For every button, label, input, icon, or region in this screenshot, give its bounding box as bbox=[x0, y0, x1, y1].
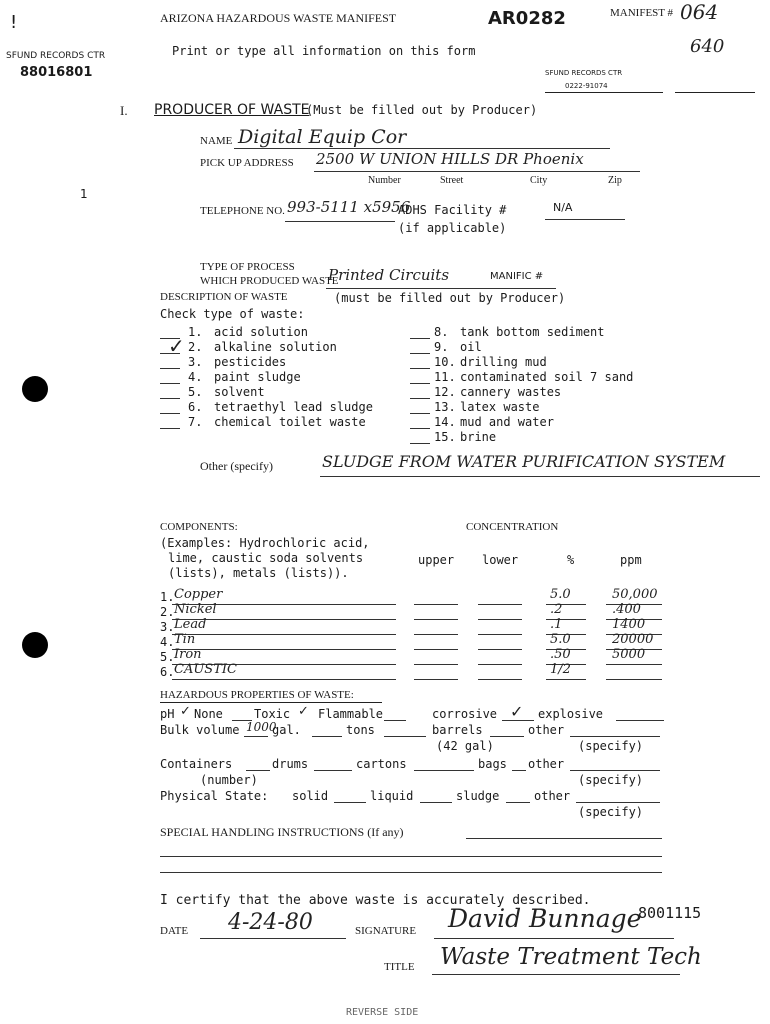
component-lower-blank bbox=[478, 604, 522, 605]
component-upper-blank bbox=[414, 619, 458, 620]
component-number: 1. bbox=[160, 590, 175, 604]
component-ppm: 1400 bbox=[612, 617, 646, 632]
component-lower-blank bbox=[478, 634, 522, 635]
rule bbox=[675, 92, 755, 93]
component-upper-blank bbox=[414, 664, 458, 665]
component-number: 2. bbox=[160, 605, 175, 619]
waste-type-label: oil bbox=[460, 340, 482, 354]
waste-type-checkbox-blank bbox=[160, 413, 180, 414]
components-example-1: (Examples: Hydrochloric acid, bbox=[160, 536, 370, 550]
other-value: SLUDGE FROM WATER PURIFICATION SYSTEM bbox=[322, 452, 726, 471]
address-sub-number: Number bbox=[368, 175, 401, 186]
date-line bbox=[200, 938, 346, 939]
component-percent: .1 bbox=[550, 617, 563, 632]
waste-type-number: 2. bbox=[188, 340, 203, 354]
process-value: Printed Circuits bbox=[328, 266, 450, 284]
specify-label-3: (specify) bbox=[578, 805, 644, 819]
process-label-1: TYPE OF PROCESS bbox=[200, 261, 295, 273]
name-value: Digital Equip Cor bbox=[238, 126, 407, 148]
extra-number: 640 bbox=[690, 36, 725, 57]
sludge-blank bbox=[506, 802, 530, 803]
liquid-label: liquid bbox=[370, 789, 414, 803]
drums-label: drums bbox=[272, 757, 309, 771]
barrels-blank bbox=[490, 736, 524, 737]
col-percent: % bbox=[567, 553, 575, 567]
waste-type-number: 15. bbox=[434, 430, 456, 444]
adhs-label: ADHS Facility # bbox=[398, 203, 507, 217]
hazard-title: HAZARDOUS PROPERTIES OF WASTE: bbox=[160, 689, 354, 701]
waste-type-checkbox-blank bbox=[160, 368, 180, 369]
margin-mark: 1 bbox=[80, 187, 88, 201]
waste-type-checkbox-blank bbox=[410, 413, 430, 414]
alkaline-solution-check-mark: ✓ bbox=[168, 334, 185, 358]
waste-type-number: 1. bbox=[188, 325, 203, 339]
number-label: (number) bbox=[200, 773, 258, 787]
address-sub-street: Street bbox=[440, 175, 464, 186]
waste-type-label: contaminated soil 7 sand bbox=[460, 370, 634, 384]
waste-type-checkbox-blank bbox=[410, 443, 430, 444]
waste-type-checkbox-blank bbox=[410, 398, 430, 399]
waste-type-checkbox-blank bbox=[160, 398, 180, 399]
other-line bbox=[320, 476, 760, 477]
component-lower-blank bbox=[478, 679, 522, 680]
margin-mark: ! bbox=[10, 12, 18, 33]
section-roman: I. bbox=[120, 103, 128, 118]
component-name-line bbox=[172, 649, 396, 650]
component-upper-blank bbox=[414, 679, 458, 680]
rule bbox=[545, 92, 663, 93]
component-number: 4. bbox=[160, 635, 175, 649]
bulk-other-blank bbox=[570, 736, 660, 737]
components-example-2: lime, caustic soda solvents bbox=[168, 551, 364, 565]
component-number: 3. bbox=[160, 620, 175, 634]
address-line bbox=[314, 171, 640, 172]
telephone-value: 993-5111 x5956 bbox=[287, 198, 411, 216]
waste-type-checkbox-blank bbox=[160, 428, 180, 429]
liquid-blank bbox=[420, 802, 452, 803]
address-sub-zip: Zip bbox=[608, 175, 622, 186]
component-name-line bbox=[172, 679, 396, 680]
tons-blank bbox=[384, 736, 426, 737]
component-name: Nickel bbox=[174, 602, 217, 617]
containers-label: Containers bbox=[160, 757, 233, 771]
none-label: None bbox=[194, 707, 223, 721]
waste-type-number: 8. bbox=[434, 325, 449, 339]
component-lower-blank bbox=[478, 664, 522, 665]
col-upper: upper bbox=[418, 553, 455, 567]
waste-type-label: drilling mud bbox=[460, 355, 547, 369]
component-upper-blank bbox=[414, 634, 458, 635]
telephone-line bbox=[285, 221, 395, 222]
right-stamp-line2: 0222-91074 bbox=[565, 82, 608, 90]
bulk-other-label: other bbox=[528, 723, 565, 737]
waste-type-number: 3. bbox=[188, 355, 203, 369]
corrosive-check-mark: ✓ bbox=[510, 702, 524, 721]
gal-label: gal. bbox=[272, 723, 301, 737]
toxic-label: Toxic bbox=[254, 707, 291, 721]
gal-blank bbox=[312, 736, 342, 737]
physical-other-label: other bbox=[534, 789, 571, 803]
address-sub-city: City bbox=[530, 175, 548, 186]
component-ppm-line bbox=[606, 679, 662, 680]
explosive-blank bbox=[616, 720, 664, 721]
ph-label: pH bbox=[160, 707, 175, 721]
component-percent: 5.0 bbox=[550, 587, 571, 602]
sludge-label: sludge bbox=[456, 789, 500, 803]
col-lower: lower bbox=[482, 553, 519, 567]
explosive-label: explosive bbox=[538, 707, 604, 721]
component-lower-blank bbox=[478, 619, 522, 620]
process-suffix: MANIFIC # bbox=[490, 271, 544, 282]
signature-value: David Bunnage bbox=[448, 904, 642, 933]
process-label-2: WHICH PRODUCED WASTE bbox=[200, 275, 339, 287]
other-label: Other (specify) bbox=[200, 459, 273, 473]
address-label: PICK UP ADDRESS bbox=[200, 157, 294, 169]
corrosive-blank bbox=[502, 720, 534, 721]
hazard-title-underline bbox=[160, 702, 382, 703]
component-ppm-line bbox=[606, 664, 662, 665]
waste-type-label: latex waste bbox=[460, 400, 540, 414]
bulk-value: 1000 bbox=[246, 720, 277, 734]
waste-type-number: 9. bbox=[434, 340, 449, 354]
left-stamp-line2: 88016801 bbox=[20, 65, 93, 80]
special-handling-line-3 bbox=[160, 872, 662, 873]
check-label: Check type of waste: bbox=[160, 307, 305, 321]
containers-other-blank bbox=[570, 770, 660, 771]
waste-type-number: 14. bbox=[434, 415, 456, 429]
flammable-blank bbox=[384, 720, 406, 721]
component-name-line bbox=[172, 634, 396, 635]
waste-type-label: tetraethyl lead sludge bbox=[214, 400, 373, 414]
waste-type-number: 6. bbox=[188, 400, 203, 414]
component-number: 6. bbox=[160, 665, 175, 679]
components-label: COMPONENTS: bbox=[160, 521, 238, 533]
physical-other-blank bbox=[576, 802, 660, 803]
component-name: Lead bbox=[174, 617, 207, 632]
title-line bbox=[432, 974, 680, 975]
title-value: Waste Treatment Tech bbox=[440, 944, 702, 970]
waste-type-label: acid solution bbox=[214, 325, 308, 339]
component-ppm: .400 bbox=[612, 602, 641, 617]
waste-type-number: 7. bbox=[188, 415, 203, 429]
signature-line bbox=[434, 938, 674, 939]
punch-hole bbox=[22, 632, 48, 658]
waste-type-label: paint sludge bbox=[214, 370, 301, 384]
description-subtitle: (must be filled out by Producer) bbox=[334, 291, 566, 305]
reverse-side-label: REVERSE SIDE bbox=[346, 1007, 419, 1018]
toxic-check-mark: ✓ bbox=[298, 704, 309, 719]
gal42-label: (42 gal) bbox=[436, 739, 494, 753]
ar-number: AR0282 bbox=[488, 8, 566, 29]
physical-state-label: Physical State: bbox=[160, 789, 269, 803]
component-lower-blank bbox=[478, 649, 522, 650]
component-name: Iron bbox=[174, 647, 202, 662]
section-title: PRODUCER OF WASTE bbox=[154, 102, 310, 118]
right-stamp-line1: SFUND RECORDS CTR bbox=[545, 69, 623, 77]
component-percent: 5.0 bbox=[550, 632, 571, 647]
waste-type-number: 13. bbox=[434, 400, 456, 414]
signature-label: SIGNATURE bbox=[355, 925, 417, 937]
tons-label: tons bbox=[346, 723, 375, 737]
special-handling-line-1 bbox=[466, 838, 662, 839]
waste-type-number: 5. bbox=[188, 385, 203, 399]
manifest-label: MANIFEST # bbox=[610, 7, 674, 19]
component-name: CAUSTIC bbox=[174, 662, 237, 677]
corrosive-label: corrosive bbox=[432, 707, 498, 721]
component-number: 5. bbox=[160, 650, 175, 664]
component-percent-line bbox=[546, 679, 586, 680]
waste-type-label: pesticides bbox=[214, 355, 287, 369]
waste-type-label: tank bottom sediment bbox=[460, 325, 605, 339]
bulk-label: Bulk volume bbox=[160, 723, 240, 737]
process-line bbox=[326, 288, 556, 289]
component-ppm: 5000 bbox=[612, 647, 646, 662]
specify-label-1: (specify) bbox=[578, 739, 644, 753]
waste-type-number: 4. bbox=[188, 370, 203, 384]
bags-blank bbox=[512, 770, 526, 771]
waste-type-checkbox-blank bbox=[410, 338, 430, 339]
barrels-label: barrels bbox=[432, 723, 483, 737]
if-applicable: (if applicable) bbox=[398, 221, 507, 235]
date-label: DATE bbox=[160, 925, 189, 937]
waste-type-label: brine bbox=[460, 430, 497, 444]
component-ppm: 20000 bbox=[612, 632, 654, 647]
waste-type-checkbox-blank bbox=[410, 428, 430, 429]
waste-type-number: 11. bbox=[434, 370, 456, 384]
waste-type-label: mud and water bbox=[460, 415, 554, 429]
concentration-label: CONCENTRATION bbox=[466, 521, 559, 533]
certify-text: I certify that the above waste is accurately described. bbox=[160, 893, 591, 908]
adhs-value: N/A bbox=[553, 201, 573, 214]
waste-type-label: solvent bbox=[214, 385, 265, 399]
waste-type-label: cannery wastes bbox=[460, 385, 562, 399]
instructions: Print or type all information on this form bbox=[172, 44, 476, 58]
waste-type-number: 10. bbox=[434, 355, 456, 369]
flammable-label: Flammable bbox=[318, 707, 384, 721]
waste-type-number: 12. bbox=[434, 385, 456, 399]
punch-hole bbox=[22, 376, 48, 402]
adhs-line bbox=[545, 219, 625, 220]
solid-blank bbox=[334, 802, 366, 803]
section-subtitle: (Must be filled out by Producer) bbox=[306, 103, 538, 117]
components-example-3: (lists), metals (lists)). bbox=[168, 566, 349, 580]
component-upper-blank bbox=[414, 649, 458, 650]
waste-type-checkbox-blank bbox=[160, 383, 180, 384]
none-check-mark: ✓ bbox=[180, 704, 191, 719]
component-ppm: 50,000 bbox=[612, 587, 658, 602]
date-value: 4-24-80 bbox=[228, 910, 313, 935]
cartons-blank bbox=[414, 770, 474, 771]
bags-label: bags bbox=[478, 757, 507, 771]
containers-blank bbox=[246, 770, 270, 771]
name-label: NAME bbox=[200, 135, 233, 147]
address-value: 2500 W UNION HILLS DR Phoenix bbox=[316, 150, 584, 168]
telephone-label: TELEPHONE NO. bbox=[200, 205, 285, 217]
special-handling-label: SPECIAL HANDLING INSTRUCTIONS (If any) bbox=[160, 825, 404, 839]
special-handling-line-2 bbox=[160, 856, 662, 857]
solid-label: solid bbox=[292, 789, 329, 803]
component-percent: .50 bbox=[550, 647, 571, 662]
component-percent: .2 bbox=[550, 602, 563, 617]
left-stamp-line1: SFUND RECORDS CTR bbox=[6, 51, 106, 61]
waste-type-checkbox-blank bbox=[410, 383, 430, 384]
component-name: Copper bbox=[174, 587, 223, 602]
specify-label-2: (specify) bbox=[578, 773, 644, 787]
waste-type-checkbox-blank bbox=[410, 353, 430, 354]
drums-blank bbox=[314, 770, 352, 771]
title-label: TITLE bbox=[384, 961, 415, 973]
name-line bbox=[234, 148, 610, 149]
document-number: 8001115 bbox=[638, 904, 702, 922]
cartons-label: cartons bbox=[356, 757, 407, 771]
component-percent: 1/2 bbox=[550, 662, 571, 677]
waste-type-checkbox-blank bbox=[410, 368, 430, 369]
manifest-number: 064 bbox=[680, 0, 719, 24]
bulk-blank bbox=[244, 736, 268, 737]
form-title: ARIZONA HAZARDOUS WASTE MANIFEST bbox=[160, 11, 397, 25]
containers-other-label: other bbox=[528, 757, 565, 771]
description-title: DESCRIPTION OF WASTE bbox=[160, 291, 288, 303]
component-name: Tin bbox=[174, 632, 196, 647]
waste-type-label: alkaline solution bbox=[214, 340, 337, 354]
col-ppm: ppm bbox=[620, 553, 642, 567]
component-upper-blank bbox=[414, 604, 458, 605]
waste-type-label: chemical toilet waste bbox=[214, 415, 366, 429]
